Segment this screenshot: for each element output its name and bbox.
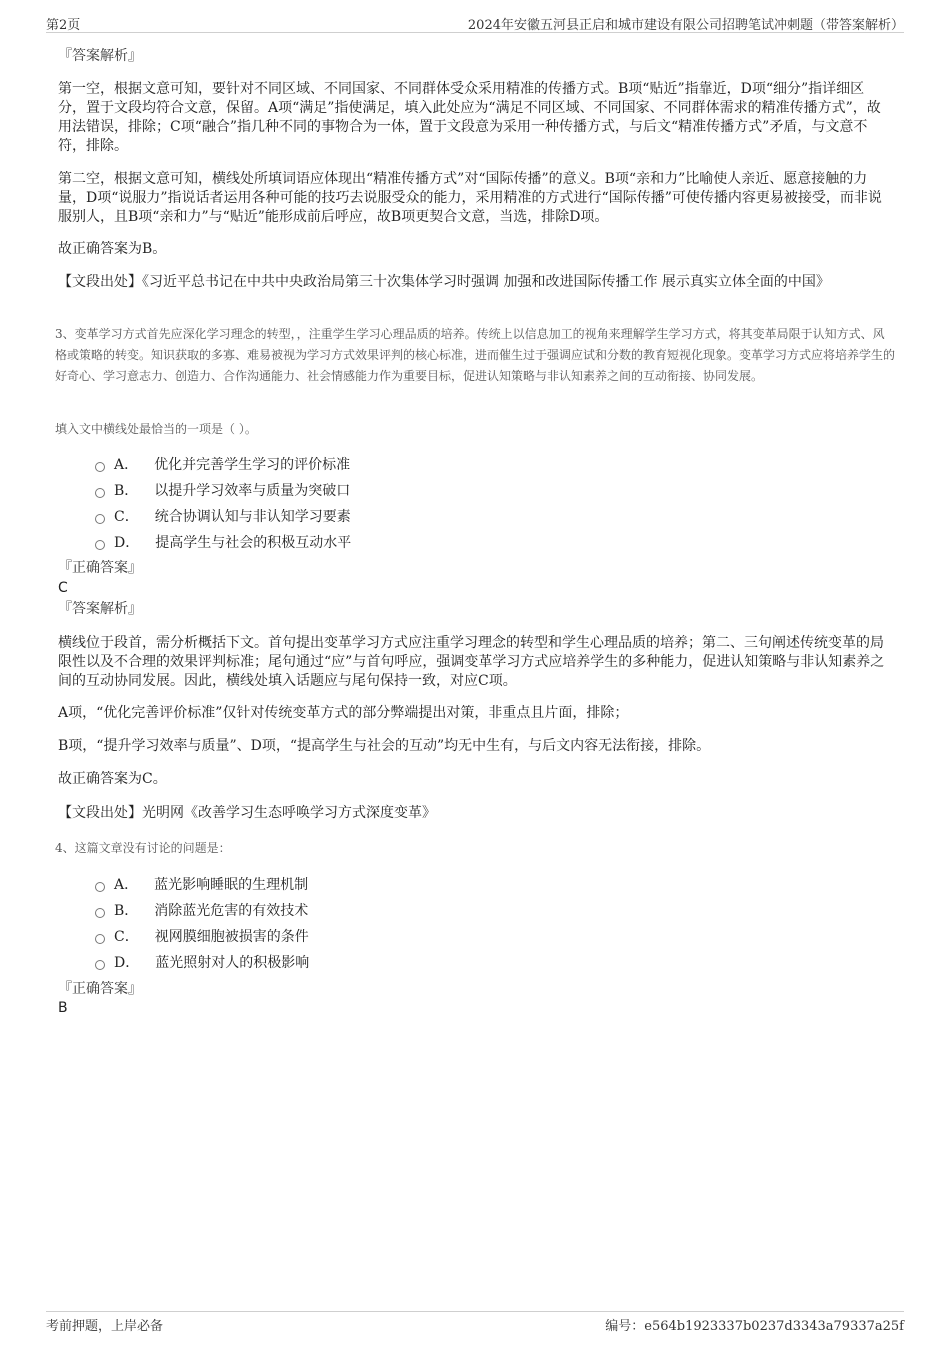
q3-answer-label: 『正确答案』 [58, 560, 142, 576]
page-header [46, 12, 904, 33]
radio-icon[interactable] [95, 882, 105, 892]
radio-icon[interactable] [95, 514, 105, 524]
page-number: 第2页 [46, 18, 81, 33]
radio-icon[interactable] [95, 934, 105, 944]
q3-analysis-para-2: A项，“优化完善评价标准”仅针对传统变革方式的部分弊端提出对策，非重点且片面，排除； [58, 705, 629, 721]
q3-option-d[interactable]: D． 提高学生与社会的积极互动水平 [95, 529, 695, 555]
q4-options [95, 871, 695, 975]
q3-conclusion: 故正确答案为C。 [58, 771, 167, 787]
q3-option-c[interactable]: C． 统合协调认知与非认知学习要素 [95, 503, 695, 529]
q3-answer: C [58, 580, 68, 596]
radio-icon[interactable] [95, 540, 105, 550]
q2-analysis-para-1: 第一空，根据文意可知，要针对不同区域、不同国家、不同群体受众采用精准的传播方式。B项“贴近”指靠近，D项“细分”指详细区分，置于文段均符合文意，保留。A项“满足”指使满足，填入此处应为“满足不同区域、不同国家、不同群体需求的精准传播方式”，故用法错误，排除；C项“融合”指几种不同的事物合为一体，置于文段意为采用一种传播方式，与后文“精准传播方式”矛盾，与文意不符，排除。 [58, 81, 881, 154]
q4-option-b[interactable]: B． 消除蓝光危害的有效技术 [95, 897, 695, 923]
q2-source: 【文段出处】《习近平总书记在中共中央政治局第三十次集体学习时强调 加强和改进国际传播工作 展示真实立体全面的中国》 [58, 274, 830, 290]
q2-conclusion: 故正确答案为B。 [58, 241, 167, 257]
q4-option-a[interactable]: A． 蓝光影响睡眠的生理机制 [95, 871, 695, 897]
radio-icon[interactable] [95, 462, 105, 472]
q4-option-c[interactable]: C． 视网膜细胞被损害的条件 [95, 923, 695, 949]
q3-prompt: 填入文中横线处最恰当的一项是（ ）。 [55, 422, 257, 436]
q3-analysis-para-1: 横线位于段首，需分析概括下文。首句提出变革学习方式应注重学习理念的转型和学生心理品质的培养；第二、三句阐述传统变革的局限性以及不合理的效果评判标准；尾句通过“应”与首句呼应，强调变革学习方式应培养学生的多种能力，促进认知策略与非认知素养之间的互动协同发展。因此，横线处填入话题应与尾句保持一致，对应C项。 [58, 635, 885, 689]
q2-analysis-para-2: 第二空，根据文意可知，横线处所填词语应体现出“精准传播方式”对“国际传播”的意义。B项“亲和力”比喻使人亲近、愿意接触的力量，D项“说服力”指说话者运用各种可能的技巧去说服受众的能力，采用精准的方式进行“国际传播”可使传播内容更易被接受，而非说服别人，且B项“亲和力”与“贴近”能形成前后呼应，故B项更契合文意，当选，排除D项。 [58, 171, 882, 225]
document-title: 2024年安徽五河县正启和城市建设有限公司招聘笔试冲刺题（带答案解析） [467, 18, 904, 33]
document-code: 编号：e564b1923337b0237d3343a79337a25f [605, 1319, 904, 1334]
q2-analysis-label: 『答案解析』 [58, 48, 142, 64]
q3-option-b[interactable]: B． 以提升学习效率与质量为突破口 [95, 477, 695, 503]
footer-slogan: 考前押题，上岸必备 [46, 1319, 164, 1334]
q3-analysis-label: 『答案解析』 [58, 601, 142, 617]
q3-option-a[interactable]: A． 优化并完善学生学习的评价标准 [95, 451, 695, 477]
radio-icon[interactable] [95, 488, 105, 498]
q3-analysis-para-3: B项，“提升学习效率与质量”、D项，“提高学生与社会的互动”均无中生有，与后文内容无法衔接，排除。 [58, 738, 711, 754]
q4-option-d[interactable]: D． 蓝光照射对人的积极影响 [95, 949, 695, 975]
page-footer [46, 1311, 904, 1336]
q4-answer: B [58, 1000, 68, 1016]
q3-options [95, 451, 695, 555]
q3-stem: 3、变革学习方式首先应深化学习理念的转型，，注重学生学习心理品质的培养。传统上以信息加工的视角来理解学生学习方式，将其变革局限于认知方式、风格或策略的转变。知识获取的多寡、难易被视为学习方式效果评判的核心标准，进而催生过于强调应试和分数的教育短视化现象。变革学习方式应将培养学生的好奇心、学习意志力、创造力、合作沟通能力、社会情感能力作为重要目标，促进认知策略与非认知素养之间的互动衔接、协同发展。 [55, 327, 896, 383]
q4-answer-label: 『正确答案』 [58, 981, 142, 997]
radio-icon[interactable] [95, 908, 105, 918]
q3-source: 【文段出处】光明网《改善学习生态呼唤学习方式深度变革》 [58, 805, 436, 821]
radio-icon[interactable] [95, 960, 105, 970]
q4-stem: 4、这篇文章没有讨论的问题是： [55, 841, 231, 855]
